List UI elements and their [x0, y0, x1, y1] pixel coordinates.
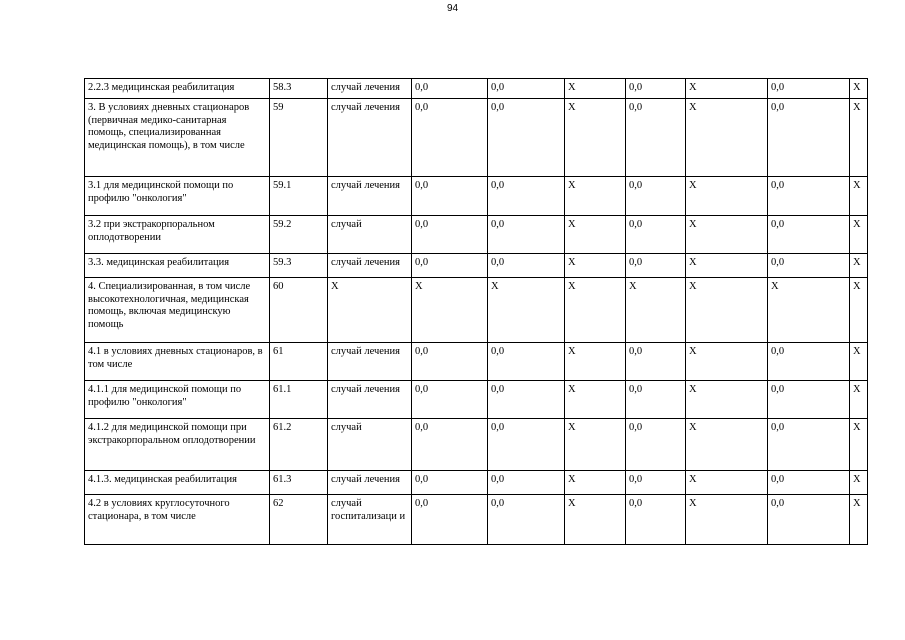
- value-cell-6: 0,0: [768, 495, 850, 545]
- value-cell-1: 0,0: [412, 495, 488, 545]
- value-cell-3: X: [565, 471, 626, 495]
- value-cell-4: 0,0: [626, 471, 686, 495]
- value-cell-7: X: [850, 419, 868, 471]
- value-cell-2: X: [488, 278, 565, 343]
- value-cell-6: 0,0: [768, 216, 850, 254]
- value-cell-2: 0,0: [488, 216, 565, 254]
- row-code-cell: 61.3: [270, 471, 328, 495]
- value-cell-7: X: [850, 343, 868, 381]
- row-code-cell: 59.2: [270, 216, 328, 254]
- value-cell-4: X: [626, 278, 686, 343]
- row-code-cell: 61.1: [270, 381, 328, 419]
- value-cell-3: X: [565, 343, 626, 381]
- unit-cell: X: [328, 278, 412, 343]
- row-code-cell: 60: [270, 278, 328, 343]
- unit-cell: случай: [328, 419, 412, 471]
- table-row: [85, 216, 868, 254]
- row-code-cell: 61: [270, 343, 328, 381]
- value-cell-3: X: [565, 79, 626, 99]
- value-cell-6: 0,0: [768, 254, 850, 278]
- unit-cell: случай лечения: [328, 343, 412, 381]
- value-cell-6: 0,0: [768, 471, 850, 495]
- row-code-cell: 59.3: [270, 254, 328, 278]
- value-cell-5: X: [686, 99, 768, 177]
- unit-cell: случай лечения: [328, 471, 412, 495]
- value-cell-6: 0,0: [768, 343, 850, 381]
- value-cell-3: X: [565, 99, 626, 177]
- value-cell-6: 0,0: [768, 381, 850, 419]
- row-label-cell: 3.2 при экстракорпоральном оплодотворении: [85, 216, 270, 254]
- table-row: [85, 343, 868, 381]
- value-cell-6: X: [768, 278, 850, 343]
- value-cell-3: X: [565, 419, 626, 471]
- value-cell-7: X: [850, 216, 868, 254]
- value-cell-1: 0,0: [412, 381, 488, 419]
- value-cell-6: 0,0: [768, 99, 850, 177]
- value-cell-5: X: [686, 254, 768, 278]
- table-row: [85, 471, 868, 495]
- data-table: [84, 78, 868, 545]
- table-row: [85, 254, 868, 278]
- value-cell-7: X: [850, 278, 868, 343]
- unit-cell: случай лечения: [328, 254, 412, 278]
- value-cell-5: X: [686, 419, 768, 471]
- value-cell-5: X: [686, 381, 768, 419]
- row-label-cell: 4.1.3. медицинская реабилитация: [85, 471, 270, 495]
- value-cell-4: 0,0: [626, 79, 686, 99]
- row-label-cell: 4.1 в условиях дневных стационаров, в том числе: [85, 343, 270, 381]
- value-cell-3: X: [565, 278, 626, 343]
- value-cell-1: 0,0: [412, 177, 488, 216]
- value-cell-5: X: [686, 471, 768, 495]
- row-code-cell: 58.3: [270, 79, 328, 99]
- value-cell-5: X: [686, 216, 768, 254]
- value-cell-3: X: [565, 177, 626, 216]
- row-label-cell: 2.2.3 медицинская реабилитация: [85, 79, 270, 99]
- table-row: [85, 381, 868, 419]
- value-cell-4: 0,0: [626, 216, 686, 254]
- page-number: 94: [446, 3, 459, 14]
- value-cell-7: X: [850, 495, 868, 545]
- row-code-cell: 62: [270, 495, 328, 545]
- value-cell-2: 0,0: [488, 381, 565, 419]
- table-row: [85, 495, 868, 545]
- value-cell-3: X: [565, 495, 626, 545]
- value-cell-1: 0,0: [412, 254, 488, 278]
- value-cell-1: 0,0: [412, 99, 488, 177]
- unit-cell: случай госпитализаци и: [328, 495, 412, 545]
- value-cell-7: X: [850, 381, 868, 419]
- value-cell-2: 0,0: [488, 495, 565, 545]
- row-label-cell: 4. Специализированная, в том числе высокотехнологичная, медицинская помощь, включая медицинскую помощь: [85, 278, 270, 343]
- value-cell-4: 0,0: [626, 343, 686, 381]
- table-row: [85, 177, 868, 216]
- value-cell-4: 0,0: [626, 495, 686, 545]
- value-cell-5: X: [686, 495, 768, 545]
- table-row: [85, 278, 868, 343]
- value-cell-1: 0,0: [412, 216, 488, 254]
- row-label-cell: 4.2 в условиях круглосуточного стационара, в том числе: [85, 495, 270, 545]
- value-cell-1: X: [412, 278, 488, 343]
- value-cell-2: 0,0: [488, 99, 565, 177]
- row-label-cell: 3.1 для медицинской помощи по профилю "онкология": [85, 177, 270, 216]
- value-cell-2: 0,0: [488, 254, 565, 278]
- value-cell-6: 0,0: [768, 419, 850, 471]
- unit-cell: случай лечения: [328, 99, 412, 177]
- value-cell-7: X: [850, 471, 868, 495]
- value-cell-3: X: [565, 216, 626, 254]
- value-cell-5: X: [686, 177, 768, 216]
- row-label-cell: 4.1.2 для медицинской помощи при экстракорпоральном оплодотворении: [85, 419, 270, 471]
- table-row: [85, 99, 868, 177]
- value-cell-3: X: [565, 254, 626, 278]
- value-cell-5: X: [686, 343, 768, 381]
- value-cell-2: 0,0: [488, 79, 565, 99]
- value-cell-1: 0,0: [412, 471, 488, 495]
- unit-cell: случай лечения: [328, 79, 412, 99]
- row-label-cell: 4.1.1 для медицинской помощи по профилю "онкология": [85, 381, 270, 419]
- value-cell-5: X: [686, 278, 768, 343]
- value-cell-4: 0,0: [626, 419, 686, 471]
- value-cell-2: 0,0: [488, 419, 565, 471]
- table-row: [85, 79, 868, 99]
- value-cell-5: X: [686, 79, 768, 99]
- row-code-cell: 61.2: [270, 419, 328, 471]
- value-cell-4: 0,0: [626, 254, 686, 278]
- value-cell-2: 0,0: [488, 343, 565, 381]
- unit-cell: случай лечения: [328, 177, 412, 216]
- value-cell-1: 0,0: [412, 343, 488, 381]
- value-cell-1: 0,0: [412, 79, 488, 99]
- unit-cell: случай: [328, 216, 412, 254]
- value-cell-4: 0,0: [626, 381, 686, 419]
- value-cell-6: 0,0: [768, 79, 850, 99]
- value-cell-2: 0,0: [488, 177, 565, 216]
- value-cell-1: 0,0: [412, 419, 488, 471]
- value-cell-7: X: [850, 254, 868, 278]
- value-cell-6: 0,0: [768, 177, 850, 216]
- value-cell-4: 0,0: [626, 99, 686, 177]
- row-code-cell: 59: [270, 99, 328, 177]
- row-label-cell: 3. В условиях дневных стационаров (первичная медико-санитарная помощь, специализированная медицинская помощь), в том числе: [85, 99, 270, 177]
- value-cell-7: X: [850, 99, 868, 177]
- value-cell-4: 0,0: [626, 177, 686, 216]
- value-cell-7: X: [850, 79, 868, 99]
- row-label-cell: 3.3. медицинская реабилитация: [85, 254, 270, 278]
- table-row: [85, 419, 868, 471]
- row-code-cell: 59.1: [270, 177, 328, 216]
- value-cell-2: 0,0: [488, 471, 565, 495]
- value-cell-3: X: [565, 381, 626, 419]
- value-cell-7: X: [850, 177, 868, 216]
- unit-cell: случай лечения: [328, 381, 412, 419]
